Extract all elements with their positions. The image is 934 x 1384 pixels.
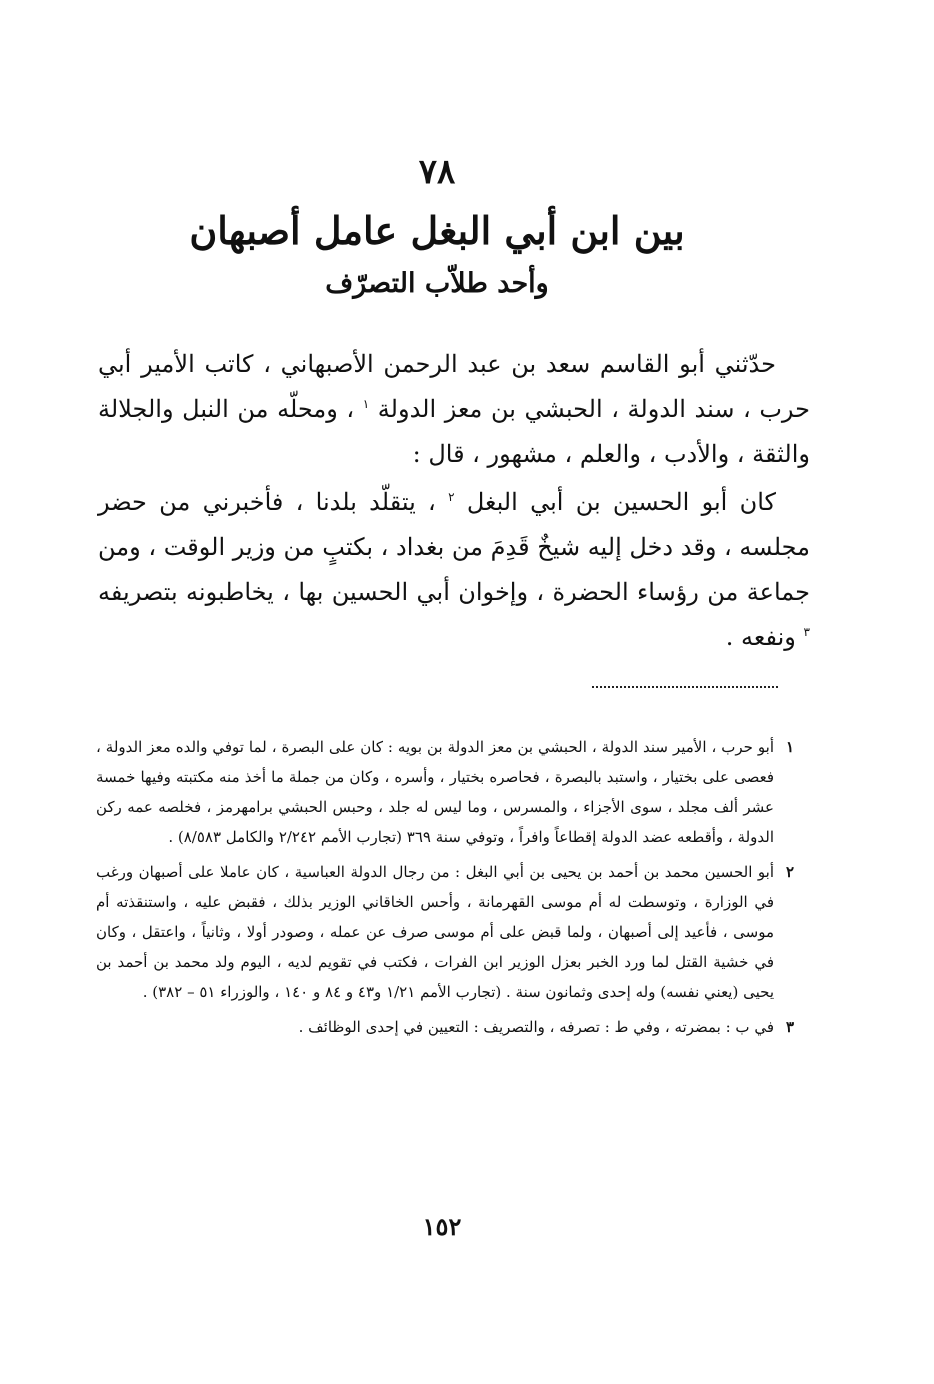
chapter-number: ٧٨ xyxy=(418,152,456,192)
footnote-ref-2: ٢ xyxy=(448,490,455,504)
footnote-ref-1: ١ xyxy=(362,397,370,411)
page-number: ١٥٢ xyxy=(422,1212,462,1241)
chapter-subtitle: وأحد طلاّب التصرّف xyxy=(325,268,549,299)
footnote-number: ١ xyxy=(785,738,794,756)
footnote-text: في ب : بمضرته ، وفي ط : تصرفه ، والتصريف : التعيين في إحدى الوظائف . xyxy=(298,1018,774,1036)
paragraph-1-text-after-note: ، ومحلّه من النبل والجلالة والثقة ، والأدب ، والعلم ، مشهور ، قال : xyxy=(98,395,810,468)
footnote-number: ٣ xyxy=(785,1018,794,1036)
paragraph-2 xyxy=(98,480,810,660)
footnote-text: أبو الحسين محمد بن أحمد بن يحيى بن أبي البغل : من رجال الدولة العباسية ، كان عاملا على أصبهان ورغب في الوزارة ، وتوسطت له أم موسى القهرمانة ، وأحس الخاقاني الوزير بذلك ، فقبض عليه ، واستنقذته أم موسى ، فأعيد إلى أصبهان ، ولما قبض على أم موسى صرف عن عمله ، وصودر أولا ، وثانياً ، واعتقل ، وكان في خشية القتل لما ورد الخبر بعزل الوزير ابن الفرات ، فكتب في تقويم لديه ، اليوم ولد محمد بن أحمد بن يحيى (يعني نفسه) وله إحدى وثمانون سنة . (تجارب الأمم ١/٢١ و٤٣ و ٨٤ و ١٤٠ ، والوزراء ٥١ – ٣٨٢) . xyxy=(96,863,774,1001)
paragraph-2-text-middle: ، يتقلّد بلدنا ، فأخبرني من حضر مجلسه ، وقد دخل إليه شيخٌ قَدِمَ من بغداد ، بكتبٍ من وزير الوقت ، ومن جماعة من رؤساء الحضرة ، وإخوان أبي الحسين بها ، يخاطبونه بتصريفه xyxy=(98,488,810,606)
footnotes xyxy=(96,732,794,1047)
footnote-2 xyxy=(96,857,794,1007)
footnote-text: أبو حرب ، الأمير سند الدولة ، الحبشي بن معز الدولة بن بويه : كان على البصرة ، لما توفي والده معز الدولة ، فعصى على بختيار ، واستبد بالبصرة ، فحاصره بختيار ، وأسره ، وكان من جملة ما أخذ منه مكتبته وفيها خمسة عشر ألف مجلد ، سوى الأجزاء ، والمسرس ، وما ليس له جلد ، وحبس الحبشي برامهرمز ، فخلصه عمه ركن الدولة ، وأقطعه عضد الدولة إقطاعاً وافراً ، وتوفي سنة ٣٦٩ (تجارب الأمم ٢/٢٤٢ والكامل ٨/٥٨٣) . xyxy=(96,738,774,846)
paragraph-1-text-before-note: حدّثني أبو القاسم سعد بن عبد الرحمن الأصبهاني ، كاتب الأمير أبي حرب ، سند الدولة ، الحبشي بن معز الدولة xyxy=(98,350,811,423)
paragraph-2-text-after-note: ونفعه . xyxy=(725,623,796,651)
footnote-1 xyxy=(96,732,794,852)
footnote-separator xyxy=(592,686,778,688)
chapter-title: بين ابن أبي البغل عامل أصبهان xyxy=(189,208,685,253)
main-text xyxy=(98,342,810,660)
footnote-3 xyxy=(96,1012,794,1042)
paragraph-2-text-before-note: كان أبو الحسين بن أبي البغل xyxy=(466,488,776,516)
footnote-ref-3: ٣ xyxy=(803,625,810,639)
footnote-number: ٢ xyxy=(785,863,794,881)
paragraph-1 xyxy=(98,342,810,477)
